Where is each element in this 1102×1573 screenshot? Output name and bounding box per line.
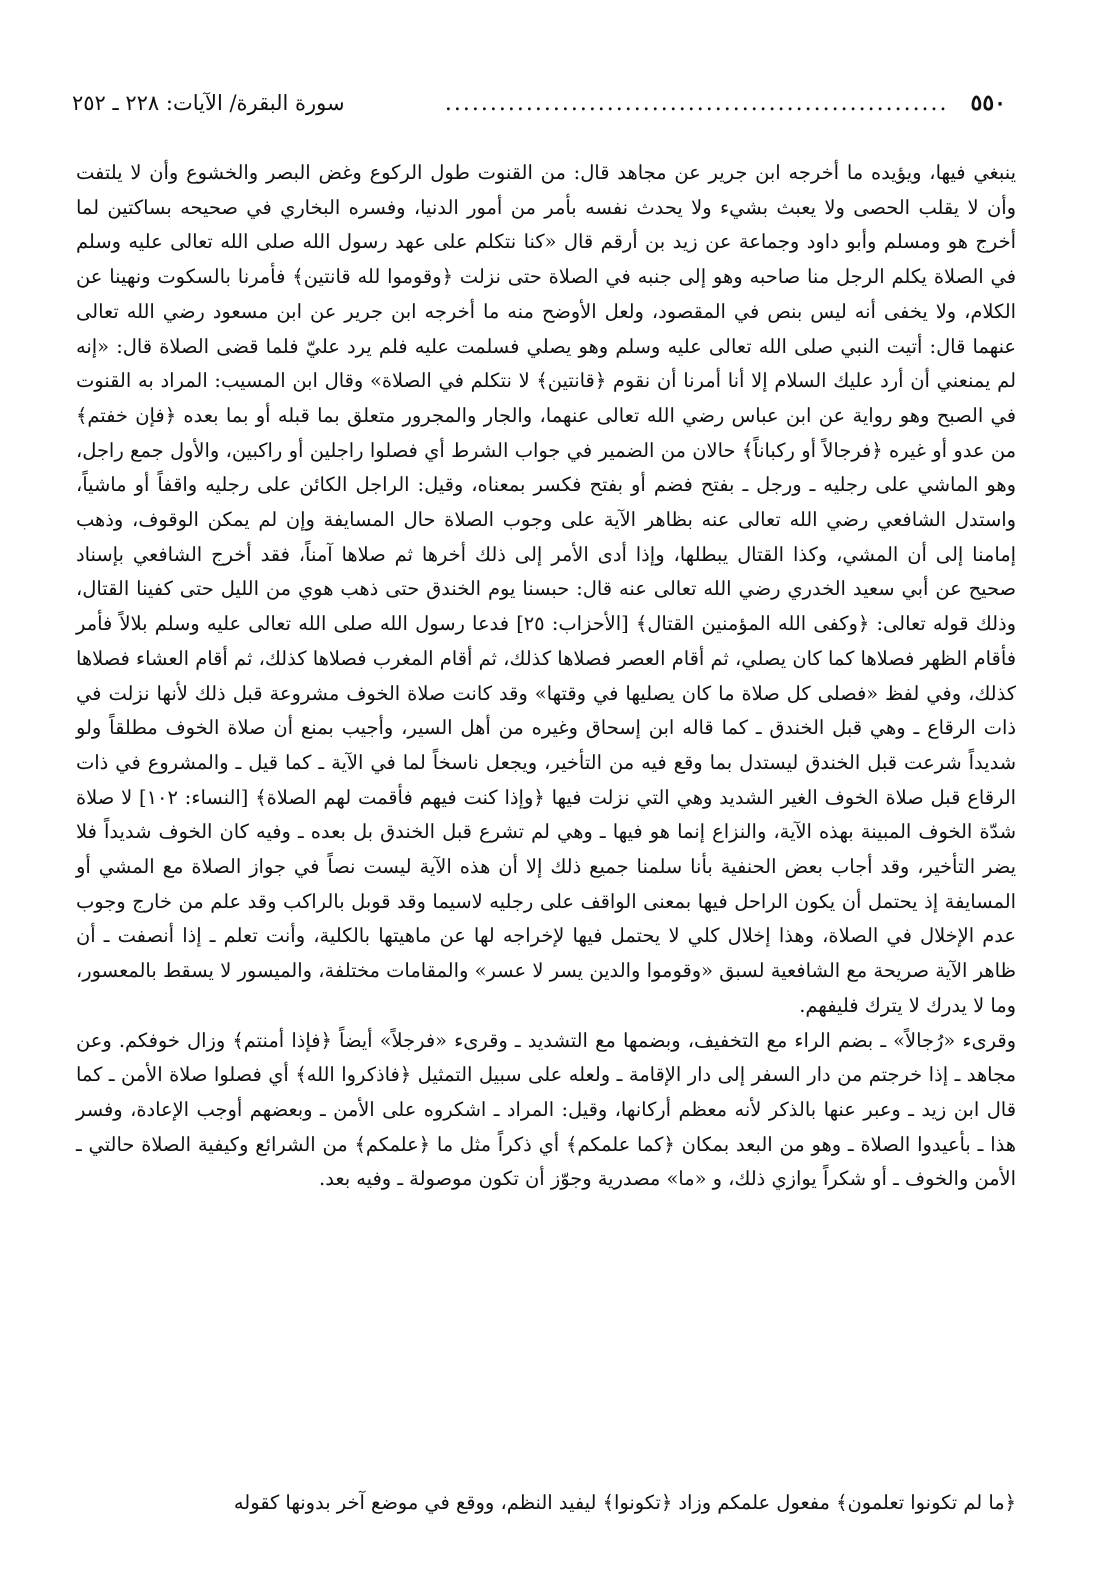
main-text	[76, 156, 1016, 1197]
running-header	[72, 86, 1006, 120]
header-title: سورة البقرة/ الآيات: ٢٢٨ ـ ٢٥٢	[72, 91, 345, 115]
paragraph: ينبغي فيها، ويؤيده ما أخرجه ابن جرير عن مجاهد قال: من القنوت طول الركوع وغض البصر والخشوع وأن لا يلتفت وأن لا يقلب الحصى ولا يعبث بشيء ولا يحدث نفسه بأمر من أمور الدنيا، وفسره البخاري في صحيحه بساكتين لما أخرج هو ومسلم وأبو داود وجماعة عن زيد بن أرقم قال «كنا نتكلم على عهد رسول الله صلى الله تعالى عليه وسلم في الصلاة يكلم الرجل منا صاحبه وهو إلى جنبه في الصلاة حتى نزلت ﴿وقوموا لله قانتين﴾ فأمرنا بالسكوت ونهينا عن الكلام، ولا يخفى أنه ليس بنص في المقصود، ولعل الأوضح منه ما أخرجه ابن جرير عن ابن مسعود رضي الله تعالى عنهما قال: أتيت النبي صلى الله تعالى عليه وسلم وهو يصلي فسلمت عليه فلم يرد عليّ فلما قضى الصلاة قال: «إنه لم يمنعني أن أرد عليك السلام إلا أنا أمرنا أن نقوم ﴿قانتين﴾ لا نتكلم في الصلاة» وقال ابن المسيب: المراد به القنوت في الصبح وهو رواية عن ابن عباس رضي الله تعالى عنهما، والجار والمجرور متعلق بما قبله أو بما بعده ﴿فإن خفتم﴾ من عدو أو غيره ﴿فرجالاً أو ركباناً﴾ حالان من الضمير في جواب الشرط أي فصلوا راجلين أو راكبين، والأول جمع راجل، وهو الماشي على رجليه ـ ورجل ـ بفتح فضم أو بفتح فكسر بمعناه، وقيل: الراجل الكائن على رجليه واقفاً أو ماشياً، واستدل الشافعي رضي الله تعالى عنه بظاهر الآية على وجوب الصلاة حال المسايفة وإن لم يمكن الوقوف، وذهب إمامنا إلى أن المشي، وكذا القتال يبطلها، وإذا أدى الأمر إلى ذلك أخرها ثم صلاها آمناً، فقد أخرج الشافعي بإسناد صحيح عن أبي سعيد الخدري رضي الله تعالى عنه قال: حبسنا يوم الخندق حتى ذهب هوي من الليل حتى كفينا القتال، وذلك قوله تعالى: ﴿وكفى الله المؤمنين القتال﴾ [الأحزاب: ٢٥] فدعا رسول الله صلى الله تعالى عليه وسلم بلالاً فأمر فأقام الظهر فصلاها كما كان يصلي، ثم أقام العصر فصلاها كذلك، ثم أقام المغرب فصلاها كذلك، ثم أقام العشاء فصلاها كذلك، وفي لفظ «فصلى كل صلاة ما كان يصليها في وقتها» وقد كانت صلاة الخوف مشروعة قبل ذلك لأنها نزلت في ذات الرقاع ـ وهي قبل الخندق ـ كما قاله ابن إسحاق وغيره من أهل السير، وأجيب بمنع أن صلاة الخوف مطلقاً ولو شديداً شرعت قبل الخندق ليستدل بما وقع فيه من التأخير، ويجعل ناسخاً لما في الآية ـ كما قيل ـ والمشروع في ذات الرقاع قبل صلاة الخوف الغير الشديد وهي التي نزلت فيها ﴿وإذا كنت فيهم فأقمت لهم الصلاة﴾ [النساء: ١٠٢] لا صلاة شدّة الخوف المبينة بهذه الآية، والنزاع إنما هو فيها ـ وهي لم تشرع قبل الخندق بل بعده ـ وفيه كان الخوف شديداً فلا يضر التأخير، وقد أجاب بعض الحنفية بأنا سلمنا جميع ذلك إلا أن هذه الآية ليست نصاً في جواز الصلاة مع المشي أو المسايفة إذ يحتمل أن يكون الراحل فيها بمعنى الواقف على رجليه لاسيما وقد قوبل بالراكب وقد علم من خارج وجوب عدم الإخلال في الصلاة، وهذا إخلال كلي لا يحتمل فيها لإخراجه لها عن ماهيتها بالكلية، وأنت تعلم ـ إذا أنصفت ـ أن ظاهر الآية صريحة مع الشافعية لسبق «وقوموا والدين يسر لا عسر» والمقامات مختلفة، والميسور لا يسقط بالمعسور، وما لا يدرك لا يترك فليفهم.	[76, 161, 1016, 1017]
header-leader-dots: ........................................................	[444, 90, 949, 116]
paragraph: وقرىء «رُجالاً» ـ بضم الراء مع التخفيف، وبضمها مع التشديد ـ وقرىء «فرجلاً» أيضاً ﴿فإذا أمنتم﴾ وزال خوفكم. وعن مجاهد ـ إذا خرجتم من دار السفر إلى دار الإقامة ـ ولعله على سبيل التمثيل ﴿فاذكروا الله﴾ أي فصلوا صلاة الأمن ـ كما قال ابن زيد ـ وعبر عنها بالذكر لأنه معظم أركانها، وقيل: المراد ـ اشكروه على الأمن ـ وبعضهم أوجب الإعادة، وفسر هذا ـ بأعيدوا الصلاة ـ وهو من البعد بمكان ﴿كما علمكم﴾ أي ذكراً مثل ما ﴿علمكم﴾ من الشرائع وكيفية الصلاة حالتي ـ الأمن والخوف ـ أو شكراً يوازي ذلك، و «ما» مصدرية وجوّز أن تكون موصولة ـ وفيه بعد.	[76, 1028, 1016, 1191]
page-number: ٥٥٠	[970, 90, 1006, 116]
continuation-line: ﴿ما لم تكونوا تعلمون﴾ مفعول علمكم وزاد ﴿تكونوا﴾ ليفيد النظم، ووقع في موضع آخر بدونها كقوله	[233, 1491, 1016, 1514]
